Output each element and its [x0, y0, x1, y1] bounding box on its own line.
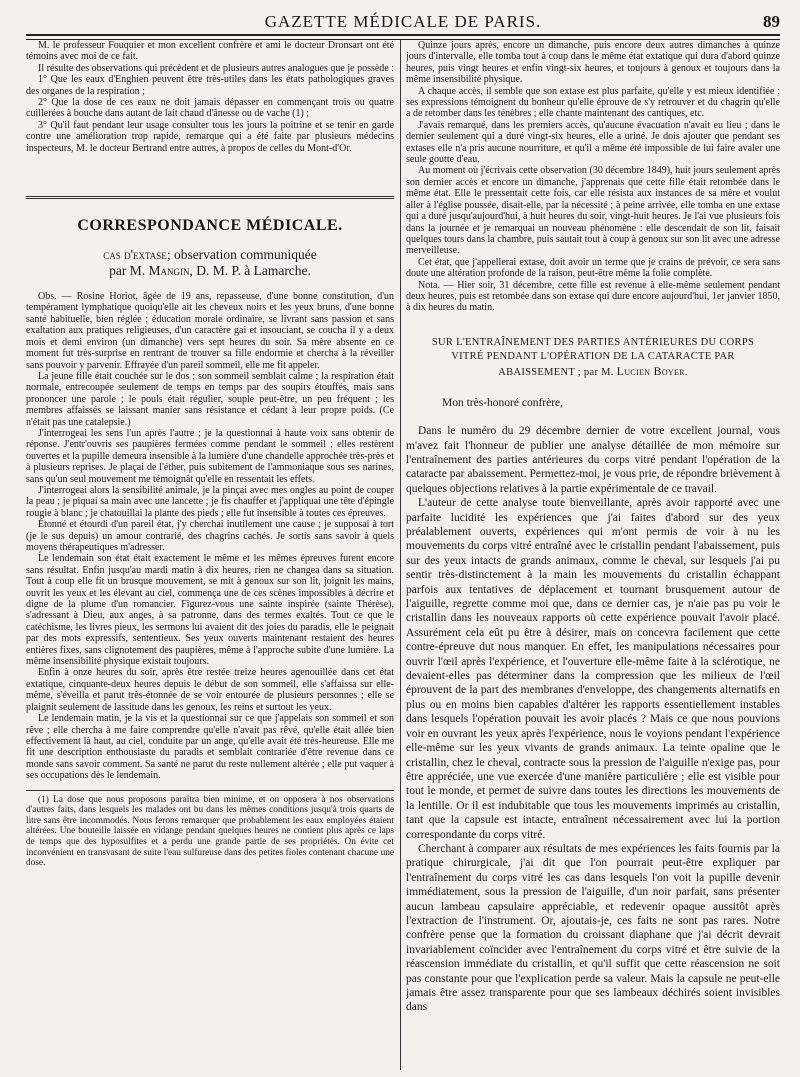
paragraph: Dans le numéro du 29 décembre dernier de votre excellent journal, vous m'avez fait l'honneur de publier une analyse détaillée de mon mémoire sur l'entraînement des parties antérieures du corps vitré pendant l'opération de la cataracte par abaissement. Permettez-moi, je vous prie, de répondre brièvement à quelques objections relatives à la partie expérimentale de ce travail.: [406, 425, 780, 495]
paragraph: Le lendemain son état était exactement le même et les mêmes épreuves furent encore sans résultat. Enfin jusqu'au mardi matin à dix heures, rien ne changea dans sa situation. Tout à coup elle fit un brusque mouvement, se mit à genoux sur son lit, joignit les mains, ouvrit les yeux et les élevant au ciel, commença une de ces scènes impossibles à décrire et digne de la plume d'un romancier. Figurez-vous une sainte inspirée (sainte Thérèse), s'adressant à Dieu, aux anges, à sa patronne, dans des termes exaltés. Tout ce que le catéchisme, les livres pieux, les sermons lui avaient dit des joies du paradis, elle le peignait par des mots expressifs, sententieux. Ses yeux ouverts maintenant restaient des heures entières fixes, sans clignotement des paupières, même à l'approche subite d'une lumière. La même insensibilité physique existait toujours.: [26, 553, 394, 668]
page-number: 89: [763, 12, 780, 31]
footnote-rule: [26, 790, 394, 791]
subtitle-line2-pre: par M.: [109, 263, 149, 279]
subtitle-line1: ; observation communiquée: [166, 247, 317, 263]
paragraph: J'avais remarqué, dans les premiers accès, qu'aucune évacuation n'avait eu lieu ; dans le dernier seulement qui a duré vingt-six heures, elle a uriné. Je dois ajouter que pendant ses extases elle n'a pris aucune nourriture, et qu'il a même été impossible de lui faire avaler une seule goutte d'eau.: [406, 119, 780, 166]
observation-continued: [406, 40, 780, 314]
paragraph: Le lendemain matin, je la vis et la questionnai sur ce que j'appelais son sommeil et son rêve ; elle chercha à me faire comprendre qu'elle n'avait pas rêvé, qu'elle était allée bien effectivement là haut, au ciel, conduite par un ange, qu'elle avait été très-heureuse. Elle me fit une description enthousiaste du paradis et semblait contrariée d'être revenue dans ce monde sans savoir comment. Sa santé ne parut du reste nullement altérée ; elle put vaquer à ses occupations dès le lendemain.: [26, 713, 394, 782]
paragraph: Quinze jours après, encore un dimanche, puis encore deux autres dimanches à quinze jours d'intervalle, elle tomba tout à coup dans le même état extatique qui dura d'abord quinze heures, puis vingt heures et enfin vingt-six heures, et toujours à genoux et toujours dans la même insensibilité physique.: [406, 40, 780, 86]
footnote-text: (1) La dose que nous proposons paraîtra bien minime, et on opposera à nos observations d'autres faits, dans lesquels les malades ont bu dans les mêmes conditions jusqu'à trois quarts de litre sans être incommodés. Nous ferons remarquer que probablement les eaux employées étaient altérées. Une bouteille laissée en vidange pendant quelques heures ne contient plus après ce laps de temps que des hyposulfites et a perdu une grande partie de ses propriétés. On évite cet inconvénient en transvasant de suite l'eau sulfureuse dans des petites fioles contenant chacune une dose.: [26, 794, 394, 869]
continued-text: [26, 40, 394, 154]
paragraph: Nota. — Hier soir, 31 décembre, cette fille est revenue à elle-même seulement pendant deux heures, puis est retombée dans son extase qui dure encore aujourd'hui, 1er janvier 1850, à dix heures du matin.: [406, 279, 780, 314]
subtitle-prefix: cas d'extase: [103, 247, 167, 263]
paragraph: La jeune fille était couchée sur le dos ; son sommeil semblait calme ; la respiration était normale, entrecoupée seulement de temps en temps par des soupirs étouffés, mais sans prononcer une parole ; le pouls était régulier, souple peut-être, un peu fréquent ; les membres affaissés se laissant manier sans résistance et cédant à leur propre poids. (Ce n'était pas une catalepsie.): [26, 370, 394, 428]
paragraph: 2° Que la dose de ces eaux ne doit jamais dépasser en commençant trois ou quatre cuillerées à bouche dans autant de lait chaud d'ânesse ou de vache (1) ;: [26, 97, 394, 120]
paragraph: J'interrogeai les sens l'un après l'autre ; je la questionnai à haute voix sans obtenir de réponse. J'entr'ouvris ses paupières fermées comme pendant le sommeil ; elles restèrent ouvertes et la pupille demeura insensible à la lumière d'une chandelle approchée très-près et à plusieurs reprises. Je plaçai de l'éther, puis subitement de l'ammoniaque sous ses narines, sans qu'un seul mouvement me témoignât qu'elle en ressentait les effets.: [26, 427, 394, 485]
heading-line: [406, 364, 780, 380]
salutation: Mon très-honoré confrère,: [442, 396, 564, 409]
letter-text: [406, 396, 780, 1015]
article-heading: [406, 336, 780, 380]
heading-line: VITRÉ PENDANT L'OPÉRATION DE LA CATARACTE PAR: [451, 350, 735, 362]
heading-line: SUR L'ENTRAÎNEMENT DES PARTIES ANTÉRIEURES DU CORPS: [431, 336, 755, 348]
section-rule: [26, 196, 394, 199]
paragraph: Obs. — Rosine Horiot, âgée de 19 ans, repasseuse, d'une bonne constitution, d'un tempérament lymphatique quoiqu'elle ait les cheveux noirs et les yeux bruns, d'une bonne santé habituelle, bien réglée ; éducation morale ordinaire, se livrant sans passion et sans exaltation aux pratiques religieuses, d'un caractère gai et insouciant, se coucha il y a deux mois et demi environ (un dimanche) vers sept heures du soir. Sa mère absente en ce moment fut très-surprise en rentrant de trouver sa fille endormie et chercha à la réveiller sans pouvoir y parvenir. Effrayée d'un pareil sommeil, elle me fit appeler.: [26, 291, 394, 371]
subtitle-line2-post: , D. M. P. à Lamarche.: [189, 263, 311, 279]
heading-line3-post: .: [684, 366, 688, 378]
footnote: [26, 795, 394, 869]
heading-author: Lucien Boyer: [616, 363, 685, 378]
paragraph: A chaque accès, il semble que son extase est plus parfaite, qu'elle y est mieux identifiée ; ses expressions témoignent du bonheur qu'elle éprouve de s'y retrouver et du chagrin qu'elle a de retomber dans les ténèbres ; elle chante maintenant des cantiques, etc.: [406, 85, 780, 120]
column-divider: [400, 40, 401, 1070]
paragraph: Au moment où j'écrivais cette observation (30 décembre 1849), huit jours seulement après son dernier accès et encore un dimanche, j'apprenais que cette fille était retombée dans le même état. Elle le pressentait cette fois, car elle résista aux instances de sa mère et voulut aller à l'église poussée, disait-elle, par la nécessité ; à peine arrivée, elle tomba en une extase qui a duré jusqu'aujourd'hui, à huit heures du soir, vingt-huit heures. Je l'ai vue plusieurs fois dans la journée et je remarquai un nouveau phénomène : elle descendait de son lit, faisait quelques tours dans la chambre, puis sautait tout à coup à genoux sur son lit avec une adresse merveilleuse.: [406, 165, 780, 257]
paragraph: M. le professeur Fouquier et mon excellent confrère et ami le docteur Dronsart ont été témoins avec moi de ce fait.: [26, 40, 394, 63]
paragraph: Cherchant à comparer aux résultats de mes expériences les faits fournis par la pratique chirurgicale, j'ai dit que l'on pourrait peut-être expliquer par l'entraînement du corps vitré les cas dans lesquels l'on voit la pupille devenir immédiatement, sous la pression de l'aiguille, d'un noir parfait, sans présenter aucun lambeau capsulaire appréciable, et redevenir opaque aussitôt après l'extraction de l'instrument. Or, ajoutais-je, ces faits ne sont pas rares. Notre confrère pense que la formation du croissant diaphane que j'ai décrit devrait invariablement coïncider avec l'entraînement du corps vitré et être suivie de la réascension immédiate du cristallin, et qu'il suffit que cette réascension ne soit pas constante pour que l'explication perde sa valeur. Mais la capsule ne peut-elle jamais être assez transparente pour que ses lambeaux déchirés soient invisibles dans: [406, 842, 780, 1014]
right-column: [406, 40, 780, 1072]
section-heading: CORRESPONDANCE MÉDICALE.: [77, 217, 343, 235]
paragraph: J'interrogeai alors la sensibilité animale, je la pinçai avec mes ongles au point de couper la peau ; je piquai sa main avec une lancette ; je fis chauffer et j'appliquai une tête d'épingle rougie à blanc ; je chatouillai la plante des pieds ; elle fut insensible à toutes ces épreuves.: [26, 484, 394, 519]
observation-text: [26, 291, 394, 781]
journal-title: GAZETTE MÉDICALE DE PARIS.: [264, 12, 542, 31]
paragraph: 1° Que les eaux d'Enghien peuvent être très-utiles dans les états pathologiques graves des organes de la respiration ;: [26, 74, 394, 97]
subtitle-author: Mangin: [148, 263, 190, 279]
page-header: [26, 10, 780, 32]
paragraph: L'auteur de cette analyse toute bienveillante, après avoir rapporté avec une parfaite lucidité les expériences que j'ai faites d'abord sur des yeux préalablement ouverts, expériences qui m'ont permis de voir à nu les mouvements du corps vitré entraîné avec le cristallin pendant l'abaissement, puis sur des yeux intacts de grands animaux, comme le cheval, sur lesquels j'ai pu sentir très-distinctement à la main les mouvements du cristallin échappant parfois aux tentatives de déplacement et tournant brusquement autour de l'aiguille, regrette comme moi que, dans ce dernier cas, je n'aie pas pu voir le cristallin dans les nouveaux rapports où cette expérience pouvait l'avoir placé. Assurément cela eût pu être à désirer, mais on concevra facilement que cette contre-épreuve dut nous manquer. En effet, les manipulations nécessaires pour ouvrir l'œil après l'expérience, et l'ouverture elle-même faite à la sclérotique, ne devaient-elles pas déterminer dans la compression que les milieux de l'œil éprouvent de la part des membranes d'enveloppe, des changements alternatifs en plus ou en moins bien capables d'altérer les rapports essentiellement instables dans lesquels l'opération pouvait les avoir placés ? Mais ce que nous pouvions voir en ouvrant les yeux après l'expérience, nous le voyions pendant l'expérience elle-même sur les yeux vivants de grands animaux. La teinte opaline que le cristallin, chez le cheval, contracte sous la pression de l'aiguille n'exige pas, pour être appréciée, une vue exercée d'une manière particulière ; elle est visible pour tout le monde, et permet de suivre dans toutes les directions les mouvements de la lentille. Or il est indubitable que tous les mouvements imprimés au cristallin, tant que la capsule est intacte, entraînent nécessairement avec lui la portion correspondante du corps vitré.: [406, 497, 780, 841]
article-subtitle: [26, 247, 394, 279]
heading-line3-pre: ABAISSEMENT ; par M.: [498, 366, 617, 378]
paragraph: Il résulte des observations qui précèdent et de plusieurs autres analogues que je possède :: [38, 62, 394, 74]
paragraph: Cet état, que j'appellerai extase, doit avoir un terme que je crains de prévoir, ce sera sans doute une altération profonde de la raison, peut-être même la folie complète.: [406, 256, 780, 280]
paragraph: 3° Qu'il faut pendant leur usage consulter tous les jours la poitrine et se tenir en garde contre une amélioration trop rapide, remarque qui a été faite par plusieurs médecins inspecteurs, M. le docteur Bertrand entre autres, à propos de celles du Mont-d'Or.: [26, 119, 394, 154]
paragraph: Étonné et étourdi d'un pareil état, j'y cherchai inutilement une cause ; je supposai à tort (je le sus depuis) un amour contrarié, des chagrins cachés. Je sortis sans savoir à quels moyens thérapeutiques m'adresser.: [26, 519, 394, 553]
left-column: [26, 40, 394, 1072]
paragraph: Enfin à onze heures du soir, après être restée treize heures agenouillée dans cet état extatique, cinquante-deux heures depuis le début de son sommeil, elle s'affaissa sur elle-même, s'éveilla et parut très-étonnée de se voir entourée de plusieurs personnes ; elle se plaignit seulement de lassitude dans les genoux, les reins et surtout les yeux.: [26, 667, 394, 713]
